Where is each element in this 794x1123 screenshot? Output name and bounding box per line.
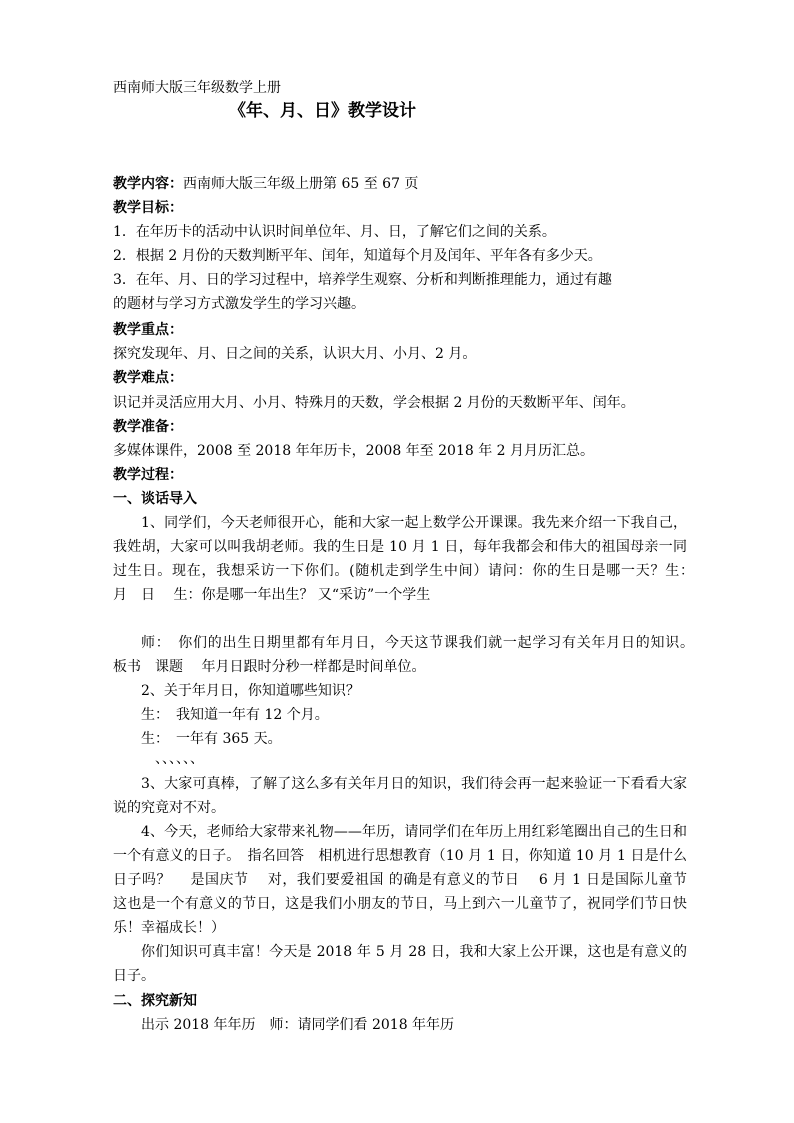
- goals-heading: 教学目标：: [113, 200, 183, 216]
- paragraph: 你们知识可真丰富！今天是 2018 年 5 月 28 日，我和大家上公开课，这也是有意义的日子。: [113, 944, 687, 984]
- difficulties-text: 识记并灵活应用大月、小月、特殊月的天数，学会根据 2 月份的天数断平年、闰年。: [113, 395, 635, 411]
- goal-item: 的题材与学习方式激发学生的学习兴趣。: [113, 296, 365, 312]
- content-value: 西南师大版三年级上册第 65 至 67 页: [183, 176, 419, 192]
- difficulties-heading: 教学难点：: [113, 370, 183, 386]
- process-heading: 教学过程：: [113, 467, 183, 483]
- paragraph: 1、同学们，今天老师很开心，能和大家一起上数学公开课课。我先来介绍一下我自己，我姓胡，大家可以叫我胡老师。我的生日是 10 月 1 日，每年我都会和伟大的祖国母亲一同过生日。现在，我想采访一下你们。(随机走到学生中间）请问：你的生日是哪一天？生： 月 日 生：你是哪一年出生？ 又“采访”一个学生: [113, 515, 706, 603]
- paragraph: 2、关于年月日，你知道哪些知识？: [141, 683, 360, 699]
- paragraph: 4、今天，老师给大家带来礼物——年历，请同学们在年历上用红彩笔圈出自己的生日和一个有意义的日子。 指名回答 相机进行思想教育（10 月 1 日，你知道 10 月 1 日是什么日子吗？ 是国庆节 对，我们要爱祖国 的确是有意义的节日 6 月 1 日是国际儿童节 这也是一个有意义的节日，这是我们小朋友的节日，马上到六一儿童节了，祝同学们节日快乐！幸福成长！）: [113, 824, 706, 936]
- paragraph: 出示 2018 年年历 师：请同学们看 2018 年年历: [141, 1017, 455, 1033]
- goal-item: 2．根据 2 月份的天数判断平年、闰年，知道每个月及闰年、平年各有多少天。: [113, 248, 602, 264]
- book-title: 西南师大版三年级数学上册: [113, 80, 281, 96]
- page-title: 《年、月、日》教学设计: [229, 101, 416, 121]
- key-points-heading: 教学重点：: [113, 322, 183, 338]
- goal-item: 1．在年历卡的活动中认识时间单位年、月、日，了解它们之间的关系。: [113, 224, 556, 240]
- section-heading: 一、谈话导入: [113, 491, 197, 507]
- preparation-heading: 教学准备：: [113, 419, 183, 435]
- paragraph: 3、大家可真棒，了解了这么多有关年月日的知识，我们待会再一起来验证一下看看大家说的究竟对不对。: [113, 776, 687, 816]
- paragraph: 师： 你们的出生日期里都有年月日，今天这节课我们就一起学习有关年月日的知识。 板书 课题 年月日跟时分秒一样都是时间单位。: [113, 635, 706, 675]
- content-label: 教学内容：: [113, 176, 183, 192]
- section-heading: 二、探究新知: [113, 993, 197, 1009]
- key-points-text: 探究发现年、月、日之间的关系，认识大月、小月、2 月。: [113, 346, 477, 362]
- content-line: [113, 174, 418, 194]
- paragraph: 生： 一年有 365 天。: [141, 731, 282, 747]
- paragraph: 生： 我知道一年有 12 个月。: [141, 707, 329, 723]
- paragraph: 、、、、、、: [141, 751, 204, 767]
- preparation-text: 多媒体课件，2008 至 2018 年年历卡，2008 年至 2018 年 2 月月历汇总。: [113, 443, 595, 459]
- goal-item: 3．在年、月、日的学习过程中，培养学生观察、分析和判断推理能力，通过有趣: [113, 272, 612, 288]
